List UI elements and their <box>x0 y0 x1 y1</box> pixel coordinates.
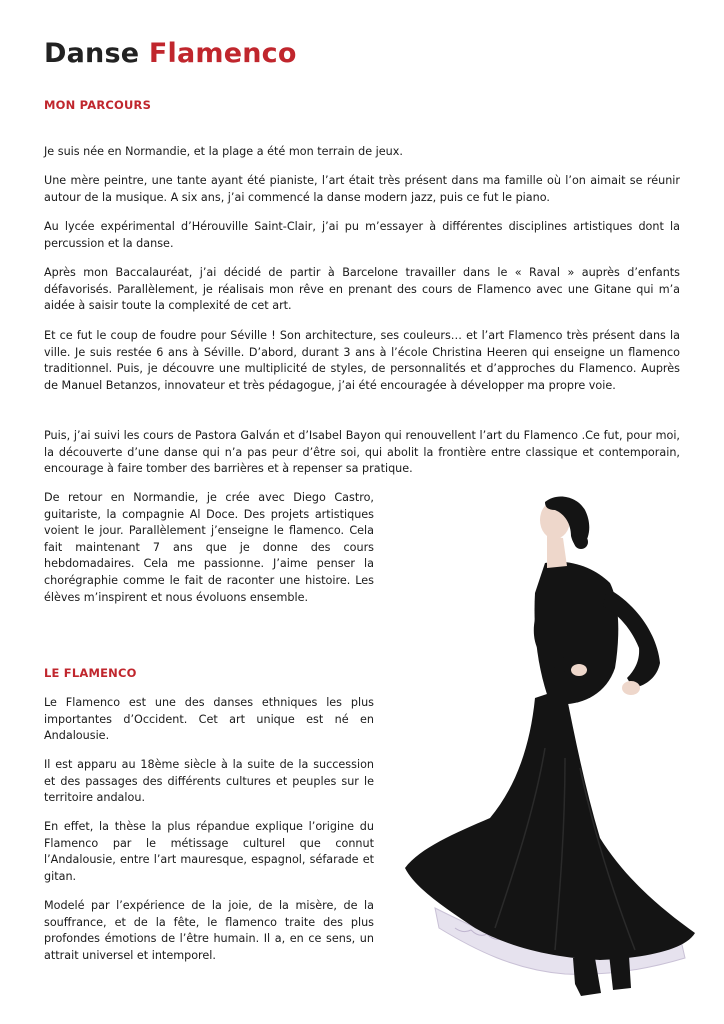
title-prefix: Danse <box>44 38 149 69</box>
paragraph: Après mon Baccalauréat, j’ai décidé de partir à Barcelone travailler dans le « Raval » auprès d’enfants défavorisés. Parallèlement, je réalisais mon rêve en prenant des cours de Flamenco avec une Gitane qui m’a aidée à saisir toute la complexité de cet art. <box>44 266 680 313</box>
paragraph: Puis, j’ai suivi les cours de Pastora Galván et d’Isabel Bayon qui renouvellent l’art du Flamenco .Ce fut, pour moi, la découverte d’une danse qui n’a pas peur d’être soi, qui abolit la frontière entre classique et contemporain, encourage à faire tomber des barrières et à repenser sa pratique. <box>44 429 680 476</box>
page-title <box>44 38 297 69</box>
dancer-shoe <box>609 954 631 990</box>
paragraph: Le Flamenco est une des danses ethniques les plus importantes d’Occident. Cet art unique est né en Andalousie. <box>44 696 374 743</box>
paragraph: Il est apparu au 18ème siècle à la suite de la succession et des passages des différents cultures et peuples sur le territoire andalou. <box>44 758 374 805</box>
paragraph: Une mère peintre, une tante ayant été pianiste, l’art était très présent dans ma famille où l’on aimait se réunir autour de la musique. A six ans, j’ai commencé la danse modern jazz, puis ce fut le piano. <box>44 174 680 204</box>
paragraph: Je suis née en Normandie, et la plage a été mon terrain de jeux. <box>44 145 403 158</box>
flamenco-dancer-photo <box>395 488 695 1018</box>
section-heading-parcours: MON PARCOURS <box>44 98 152 112</box>
title-accent: Flamenco <box>148 38 297 69</box>
paragraph: Et ce fut le coup de foudre pour Séville ! Son architecture, ses couleurs… et l’art Flamenco très présent dans la ville. Je suis restée 6 ans à Séville. D’abord, durant 3 ans à l’école Christina Heeren qui enseigne un flamenco traditionnel. Puis, je découvre une multiplicité de styles, de personnalités et d’approches du Flamenco. Auprès de Manuel Betanzos, innovateur et très pédagogue, j’ai été encouragée à développer ma propre voie. <box>44 329 680 392</box>
paragraph: De retour en Normandie, je crée avec Diego Castro, guitariste, la compagnie Al Doce. Des projets artistiques voient le jour. Parallèlement j’enseigne le flamenco. Cela fait maintenant 7 ans que je donne des cours hebdomadaires. Cela me passionne. J’aime penser la chorégraphie comme le fait de raconter une histoire. Les élèves m’inspirent et nous évoluons ensemble. <box>44 491 374 604</box>
paragraph: Au lycée expérimental d’Hérouville Saint-Clair, j’ai pu m’essayer à différentes disciplines artistiques dont la percussion et la danse. <box>44 220 680 250</box>
section-heading-flamenco: LE FLAMENCO <box>44 666 137 680</box>
paragraph: En effet, la thèse la plus répandue explique l’origine du Flamenco par le métissage culturel que connut l’Andalousie, entre l’art mauresque, espagnol, séfarade et gitan. <box>44 820 374 883</box>
paragraph: Modelé par l’expérience de la joie, de la misère, de la souffrance, et de la fête, le flamenco traite des plus profondes émotions de l’être humain. Il a, en ce sens, un attrait universel et intemporel. <box>44 899 374 962</box>
